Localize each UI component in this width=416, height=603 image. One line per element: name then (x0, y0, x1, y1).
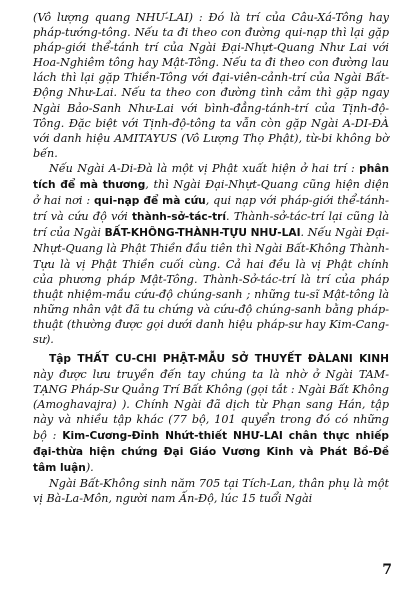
paragraph-2 (33, 161, 389, 347)
text-run: này được lưu truyền đến tay chúng ta là nhờ ở Ngài TAM-TẠNG Pháp-Sư Quảng Trí Bất Không (gọi tắt : Ngài Bất Không (Amoghavajra) ). Chính Ngài đã dịch từ Phạn sang Hán, tập này và nhiều tập khác (77 bộ, 101 quyển trong đó có những bộ : (33, 368, 389, 442)
bold-text-run: BẤT-KHÔNG-THÀNH-TỰU NHƯ-LAI (104, 227, 301, 240)
bold-text-run: Kim-Cương-Đỉnh Nhứt-thiết NHƯ-LAI chân thực nhiếp đại-thừa hiện chứng Đại Giáo Vương Kinh và Phát Bồ-Đề tâm luận (33, 429, 389, 474)
bold-text-run: thành-sở-tác-trí (131, 211, 227, 224)
paragraph-3 (33, 351, 389, 476)
text-run: (Vô lượng quang NHƯ-LAI) : Đó là trí của Câu-Xá-Tông hay pháp-tướng-tông. Nếu ta đi theo con đường qui-nạp thì lại gặp pháp-giới thể-tánh trí của Ngài Đại-Nhựt-Quang Như Lai với Hoa-Nghiêm tông hay Mật-Tông. Nếu ta đi theo con đường lau lách thì lại gặp Thiền-Tông với đại-viên-cảnh-trí của Ngài Bất-Động Như-Lai. Nếu ta theo con đường tình cảm thì gặp ngay Ngài Bảo-Sanh Như-Lai với bình-đẳng-tánh-trí của Tịnh-độ-Tông. Đặc biệt với Tịnh-độ-tông ta vẫn còn gặp Ngài A-DI-ĐÀ với danh hiệu AMITAYUS (Vô Lượng Thọ Phật), từ-bi không bờ bến. (33, 11, 389, 160)
text-run: ). (85, 460, 94, 474)
text-run: , qui nạp với pháp-giới thể-tánh-trí và cứu độ với (33, 194, 390, 224)
bold-text-run: Tập THẤT CU-CHI PHẬT-MẪU SỞ THUYẾT ĐÀLANI KINH (49, 353, 389, 366)
page-number: 7 (382, 562, 392, 578)
text-run: . Thành-sở-tác-trí lại cũng là trí của Ngài (33, 210, 389, 240)
text-run: Ngài Bất-Không sinh năm 705 tại Tích-Lan, thân phụ là một vị Bà-La-Môn, người nam Ấn-Độ, lúc 15 tuổi Ngài (33, 476, 389, 505)
paragraph-4 (33, 476, 389, 506)
paragraph-1 (33, 10, 389, 161)
text-run: , thì Ngài Đại-Nhựt-Quang cũng hiện diện ở hai nơi : (33, 178, 389, 208)
bold-text-run: phân tích để mà thương (33, 162, 389, 192)
text-run: Nếu Ngài A-Di-Đà là một vị Phật xuất hiện ở hai trí : (49, 161, 360, 175)
text-run: . Nếu Ngài Đại-Nhựt-Quang là Phật Thiền đầu tiên thì Ngài Bất-Không Thành-Tựu là vị Phật Thiền cuối cùng. Cả hai đều là vị Phật chính của phương pháp Mật-Tông. Thành-Sở-tác-trí là trí của pháp thuật nhiệm-mầu cứu-độ chúng-sanh ; những tu-sĩ Mật-tông là những nhân vật đã tu chứng và cứu-độ chúng-sanh bằng pháp-thuật (thường được gọi dưới danh hiệu pháp-sư hay Kim-Cang-sư). (33, 226, 390, 346)
page-body (33, 10, 389, 506)
bold-text-run: qui-nạp để mà cứu (93, 195, 206, 208)
